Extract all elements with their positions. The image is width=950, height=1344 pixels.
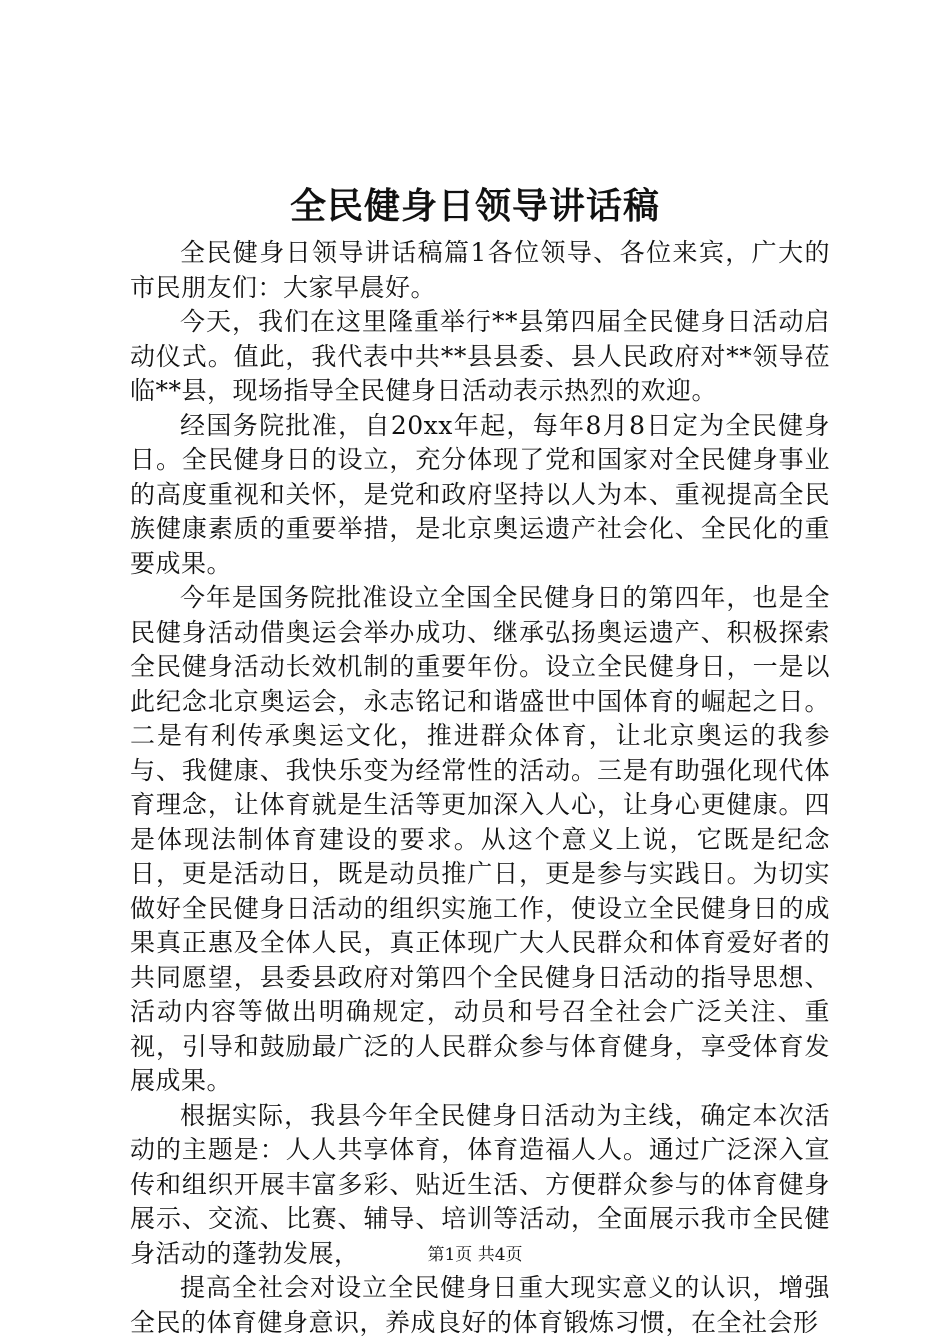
paragraph: 根据实际，我县今年全民健身日活动为主线，确定本次活动的主题是：人人共享体育，体育造福人人。通过广泛深入宣传和组织开展丰富多彩、贴近生活、方便群众参与的体育健身展示、交流、比赛、辅导、培训等活动，全面展示我市全民健身活动的蓬勃发展， bbox=[130, 1100, 830, 1268]
document-title: 全民健身日领导讲话稿 bbox=[289, 186, 660, 227]
document-body bbox=[130, 236, 830, 1340]
paragraph: 全民健身日领导讲话稿篇1各位领导、各位来宾，广大的市民朋友们：大家早晨好。 bbox=[130, 238, 830, 302]
paragraph: 提高全社会对设立全民健身日重大现实意义的认识，增强全民的体育健身意识，养成良好的体育锻炼习惯，在全社会形 bbox=[130, 1273, 830, 1337]
paragraph: 今天，我们在这里隆重举行**县第四届全民健身日活动启动仪式。值此，我代表中共**县县委、县人民政府对**领导莅临**县，现场指导全民健身日活动表示热烈的欢迎。 bbox=[130, 307, 830, 405]
paragraph: 今年是国务院批准设立全国全民健身日的第四年，也是全民健身活动借奥运会举办成功、继承弘扬奥运遗产、积极探索全民健身活动长效机制的重要年份。设立全民健身日，一是以此纪念北京奥运会，永志铭记和谐盛世中国体育的崛起之日。二是有利传承奥运文化，推进群众体育，让北京奥运的我参与、我健康、我快乐变为经常性的活动。三是有助强化现代体育理念，让体育就是生活等更加深入人心，让身心更健康。四是体现法制体育建设的要求。从这个意义上说，它既是纪念日，更是活动日，既是动员推广日，更是参与实践日。为切实做好全民健身日活动的组织实施工作，使设立全民健身日的成果真正惠及全体人民，真正体现广大人民群众和体育爱好者的共同愿望，县委县政府对第四个全民健身日活动的指导思想、活动内容等做出明确规定，动员和号召全社会广泛关注、重视，引导和鼓励最广泛的人民群众参与体育健身，享受体育发展成果。 bbox=[130, 583, 830, 1095]
paragraph: 经国务院批准，自20xx年起，每年8月8日定为全民健身日。全民健身日的设立，充分体现了党和国家对全民健身事业的高度重视和关怀，是党和政府坚持以人为本、重视提高全民族健康素质的重要举措，是北京奥运遗产社会化、全民化的重要成果。 bbox=[130, 410, 830, 578]
page-footer: 第1页 共4页 bbox=[427, 1245, 523, 1265]
